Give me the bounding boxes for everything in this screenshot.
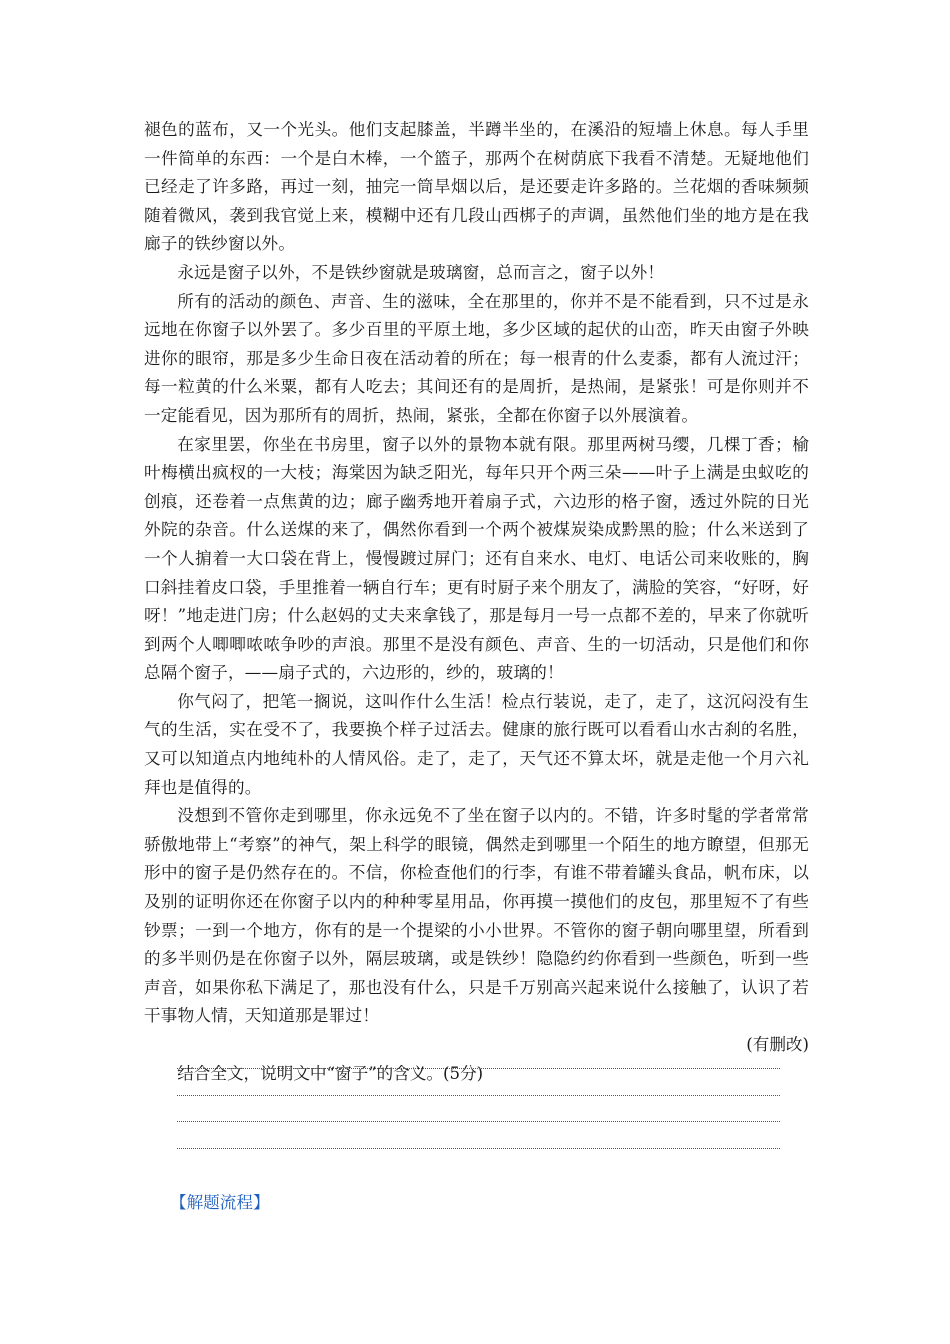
answer-line[interactable]	[177, 1068, 780, 1069]
answer-area[interactable]	[177, 1068, 780, 1174]
article-paragraph-1: 褪色的蓝布，又一个光头。他们支起膝盖，半蹲半坐的，在溪沿的短墙上休息。每人手里一件简单的东西：一个是白木棒，一个篮子，那两个在树荫底下我看不清楚。无疑地他们已经走了许多路，再过一刻，抽完一筒旱烟以后，是还要走许多路的。兰花烟的香味频频随着微风，袭到我官觉上来，模糊中还有几段山西梆子的声调，虽然他们坐的地方是在我廊子的铁纱窗以外。	[144, 120, 809, 254]
answer-line[interactable]	[177, 1121, 780, 1122]
article-paragraph-4: 在家里罢，你坐在书房里，窗子以外的景物本就有限。那里两树马缨，几棵丁香；榆叶梅横出疯杈的一大枝；海棠因为缺乏阳光，每年只开个两三朵——叶子上满是虫蚁吃的创痕，还卷着一点焦黄的边；廊子幽秀地开着扇子式，六边形的格子窗，透过外院的日光外院的杂音。什么送煤的来了，偶然你看到一个两个被煤炭染成黔黑的脸；什么米送到了一个人掮着一大口袋在背上，慢慢踱过屏门；还有自来水、电灯、电话公司来收账的，胸口斜挂着皮口袋，手里推着一辆自行车；更有时厨子来个朋友了，满脸的笑容，“好呀，好呀！”地走进门房；什么赵妈的丈夫来拿钱了，那是每月一号一点都不差的，早来了你就听到两个人唧唧哝哝争吵的声浪。那里不是没有颜色、声音、生的一切活动，只是他们和你总隔个窗子，——扇子式的，六边形的，纱的，玻璃的！	[144, 434, 809, 683]
article-paragraph-2: 永远是窗子以外，不是铁纱窗就是玻璃窗，总而言之，窗子以外！	[177, 262, 665, 282]
answer-line[interactable]	[177, 1148, 780, 1149]
source-note: (有删改)	[746, 1035, 809, 1054]
article-paragraph-5: 你气闷了，把笔一搁说，这叫作什么生活！检点行装说，走了，走了，这沉闷没有生气的生活，实在受不了，我要换个样子过活去。健康的旅行既可以看看山水古刹的名胜，又可以知道点内地纯朴的人情风俗。走了，走了，天气还不算太坏，就是走他一个月六礼拜也是值得的。	[144, 691, 809, 797]
article-paragraph-6: 没想到不管你走到哪里，你永远免不了坐在窗子以内的。不错，许多时髦的学者常常骄傲地带上“考察”的神气，架上科学的眼镜，偶然走到哪里一个陌生的地方瞭望，但那无形中的窗子是仍然存在的。不信，你检查他们的行李，有谁不带着罐头食品，帆布床，以及别的证明你还在你窗子以内的种种零星用品，你再摸一摸他们的皮包，那里短不了有些钞票；一到一个地方，你有的是一个提梁的小小世界。不管你的窗子朝向哪里望，所看到的多半则仍是在你窗子以外，隔层玻璃，或是铁纱！隐隐约约你看到一些颜色，听到一些声音，如果你私下满足了，那也没有什么，只是千万别高兴起来说什么接触了，认识了若干事物人情，天知道那是罪过！	[144, 806, 809, 1026]
article-paragraph-3: 所有的活动的颜色、声音、生的滋味，全在那里的，你并不是不能看到，只不过是永远地在你窗子以外罢了。多少百里的平原土地，多少区域的起伏的山峦，昨天由窗子外映进你的眼帘，那是多少生命日夜在活动着的所在；每一根青的什么麦黍，都有人流过汗；每一粒黄的什么米粟，都有人吃去；其间还有的是周折，是热闹，是紧张！可是你则并不一定能看见，因为那所有的周折，热闹，紧张，全都在你窗子以外展演着。	[144, 291, 809, 425]
solution-process-heading: 【解题流程】	[170, 1193, 270, 1212]
article-body	[144, 116, 809, 1088]
answer-line[interactable]	[177, 1095, 780, 1096]
question-text: 结合全文，说明文中“窗子”的含义。(5分)	[177, 1063, 484, 1083]
